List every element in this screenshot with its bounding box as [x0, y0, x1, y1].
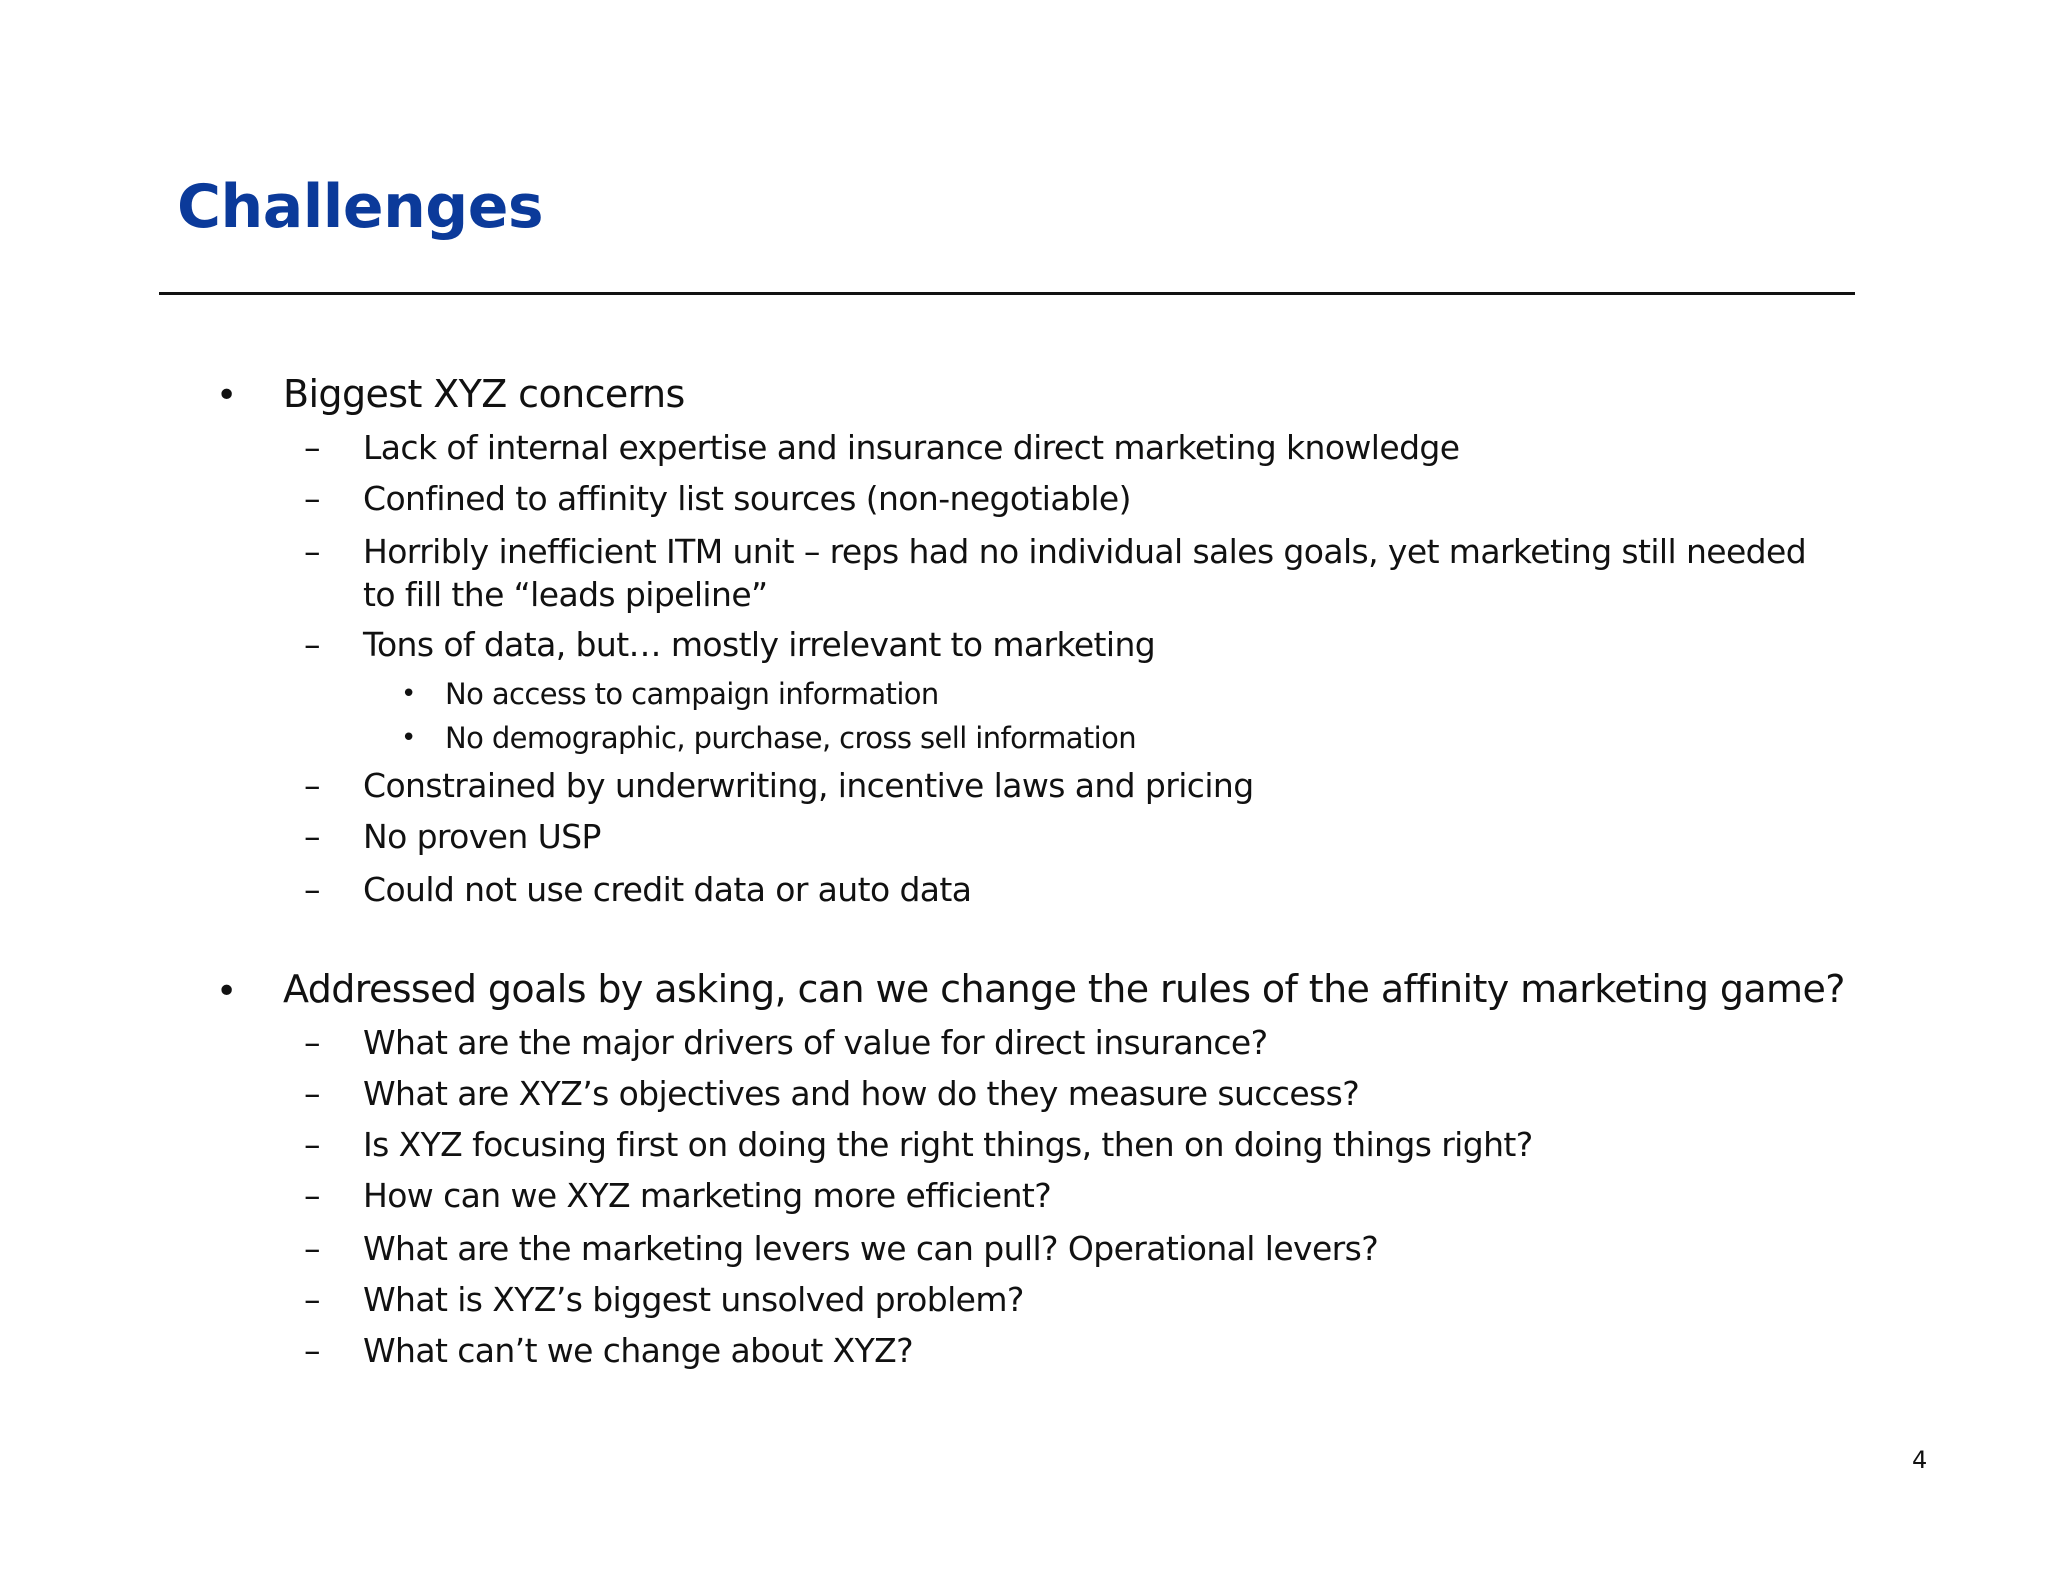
- dash-marker: –: [304, 1023, 321, 1062]
- dash-marker: –: [304, 1229, 321, 1268]
- section-heading-concerns: Biggest XYZ concerns: [283, 372, 685, 416]
- list-item: Could not use credit data or auto data: [363, 870, 972, 909]
- dash-marker: –: [304, 625, 321, 664]
- title-divider: [159, 292, 1855, 295]
- dash-marker: –: [304, 766, 321, 805]
- dash-marker: –: [304, 1074, 321, 1113]
- list-item: What are the major drivers of value for direct insurance?: [363, 1023, 1268, 1062]
- list-item: Constrained by underwriting, incentive laws and pricing: [363, 766, 1254, 805]
- list-item: Lack of internal expertise and insurance direct marketing knowledge: [363, 428, 1460, 467]
- list-item: What is XYZ’s biggest unsolved problem?: [363, 1280, 1024, 1319]
- dash-marker: –: [304, 1125, 321, 1164]
- list-item: Tons of data, but… mostly irrelevant to marketing: [363, 625, 1156, 664]
- slide-title: Challenges: [177, 172, 544, 242]
- sub-bullet-marker: •: [401, 723, 417, 753]
- sub-list-item: No access to campaign information: [445, 677, 939, 711]
- list-item: Is XYZ focusing first on doing the right things, then on doing things right?: [363, 1125, 1533, 1164]
- bullet-marker: •: [216, 971, 238, 1012]
- list-item: No proven USP: [363, 817, 601, 856]
- list-item: Horribly inefficient ITM unit – reps had no individual sales goals, yet marketing still needed: [363, 532, 1807, 571]
- sub-list-item: No demographic, purchase, cross sell information: [445, 721, 1137, 755]
- page-number: 4: [1912, 1446, 1928, 1474]
- list-item: What are the marketing levers we can pull? Operational levers?: [363, 1229, 1379, 1268]
- list-item: Confined to affinity list sources (non-negotiable): [363, 479, 1131, 518]
- bullet-marker: •: [216, 375, 238, 416]
- dash-marker: –: [304, 532, 321, 571]
- sub-bullet-marker: •: [401, 679, 417, 709]
- section-heading-goals: Addressed goals by asking, can we change the rules of the affinity marketing game?: [283, 967, 1845, 1011]
- list-item: How can we XYZ marketing more efficient?: [363, 1176, 1052, 1215]
- dash-marker: –: [304, 817, 321, 856]
- dash-marker: –: [304, 428, 321, 467]
- dash-marker: –: [304, 1280, 321, 1319]
- dash-marker: –: [304, 870, 321, 909]
- dash-marker: –: [304, 479, 321, 518]
- dash-marker: –: [304, 1331, 321, 1370]
- dash-marker: –: [304, 1176, 321, 1215]
- list-item-continuation: to fill the “leads pipeline”: [363, 575, 768, 614]
- list-item: What can’t we change about XYZ?: [363, 1331, 914, 1370]
- list-item: What are XYZ’s objectives and how do they measure success?: [363, 1074, 1360, 1113]
